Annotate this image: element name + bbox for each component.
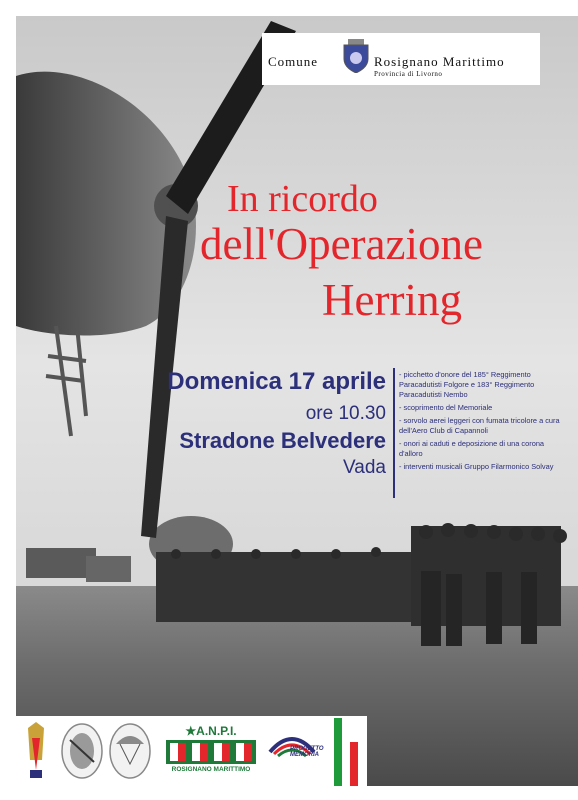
title-line-3: Herring [322,275,462,325]
event-town: Vada [343,457,386,478]
divider-line [393,368,395,498]
parachute-regiment-badge-icon [22,720,50,782]
program-item: - scoprimento del Memoriale [399,403,493,412]
program-list [399,370,561,475]
program-item: - picchetto d'onore del 185° Reggimento Paracadutisti Folgore e 183° Reggimento Paracadutisti Nembo [399,370,535,399]
title-line-2: dell'Operazione [200,219,483,269]
pm-line-1: PROGETTO [290,746,324,752]
anpi-logo-name: ★A.N.P.I. [185,724,237,738]
progetto-memoria-text [290,746,324,758]
tricolore-ribbon-icon [330,718,362,786]
comune-header [262,33,540,85]
truck [26,548,96,578]
event-place: Stradone Belvedere [179,428,386,453]
title-line-1: In ricordo [227,178,378,220]
event-time: ore 10.30 [305,403,386,424]
pm-line-2: MEMORIA [290,752,319,758]
anpi-logo-city: ROSIGNANO MARITTIMO [171,766,251,773]
program-item: - interventi musicali Gruppo Filarmonico Solvay [399,462,554,471]
provincia-label: Provincia di Livorno [374,70,443,78]
program-item: - sorvolo aerei leggeri con fumata tricolore a cura dell'Aero Club di Capannoli [399,416,560,435]
folgore-badge-icon [60,722,104,780]
anpi-flag-bars-icon [166,740,256,764]
event-date: Domenica 17 aprile [167,368,386,395]
comune-name: Rosignano Marittimo [374,54,505,69]
truck [86,556,131,582]
nembo-badge-icon [108,722,152,780]
program-item: - onori ai caduti e deposizione di una corona d'alloro [399,439,545,458]
comune-label: Comune [268,54,319,69]
coat-of-arms-icon [342,39,370,73]
sponsor-footer [16,716,367,786]
